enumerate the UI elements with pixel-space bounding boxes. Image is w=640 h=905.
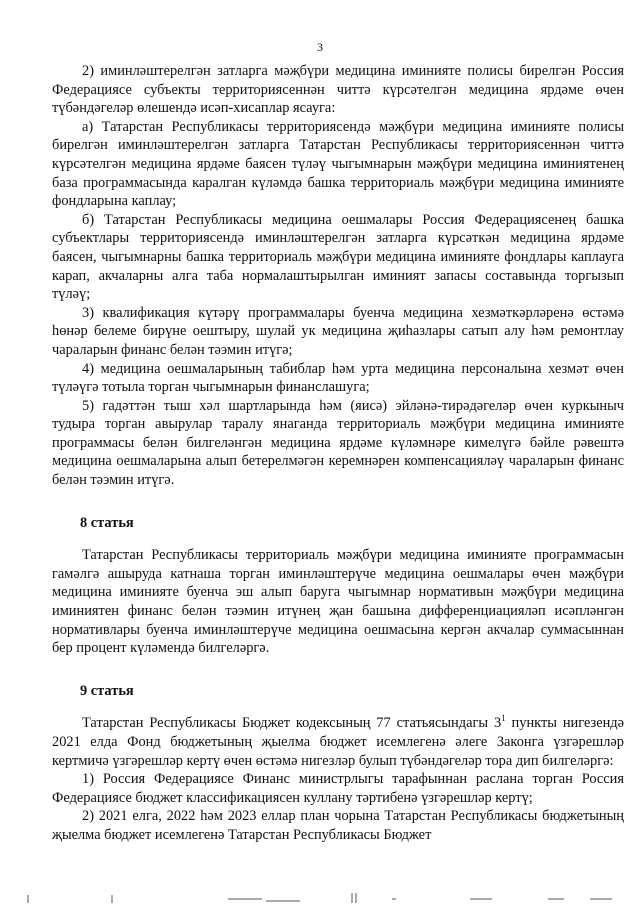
article-9-intro-text: Татарстан Республикасы Бюджет кодексының 77 статьясындагы 3: [82, 715, 502, 732]
article-9-intro: [52, 714, 624, 770]
article-8-paragraph: Татарстан Республикасы территориаль мәҗбүри медицина иминияте программасын гамәлгә ашыруда катнаша торган иминләштерүче медицина оешмалары өчен мәҗбүри медицина иминияте буенча эш алып баруга чыгымнар нормативын мәҗбүри медицина иминиятен финанс белән тәэмин итүнең җан башына дифференциацияләп исәпләнгән нормативлары буенча иминләштерүче медицина оешмасына кергән акчалар суммасыннан бер процент күләмендә билгеләргә.: [52, 547, 624, 657]
article-9-item-1: 1) Россия Федерациясе Финанс министрлыгы тарафыннан раслана торган Россия Федерациясе бюджет классификациясен куллану тәртибенә үзгәрешләр кертү;: [52, 771, 624, 806]
document-body: [52, 62, 624, 845]
paragraph-item-2: 2) иминләштерелгән затларга мәҗбүри медицина иминияте полисы бирелгән Россия Федерациясе субъекты территориясеннән читтә күрсәтелгән медицина ярдәме өчен түбәндәгеләр өлешендә исәп-хисаплар ясауга:: [52, 63, 624, 117]
paragraph-item-5: 5) гадәттән тыш хәл шартларында һәм (яисә) эйләнә-тирәдәгеләр өчен куркыныч тудыра торган авырулар таралу янаганда территориаль мәҗбүри медицина иминияте программасы белән билгеләнгән медицина ярдәме күләмнәре кимелүгә бәйле рәвештә медицина оешмаларына алып бетерелмәгән керемнәрен компенсацияләү чараларын финанс белән тәэмин итүгә.: [52, 397, 624, 489]
article-9-item-2: 2) 2021 елга, 2022 һәм 2023 еллар план чорына Татарстан Республикасы бюджетының җыелма бюджет исемлегенә Татарстан Республикасы Бюджет: [52, 808, 624, 843]
article-9-intro-rest: пункты нигезендә 2021 елда Фонд бюджетының җыелма бюджет исемлегенә әлеге Законга үзгәрешләр кертмичә үзгәрешләр кертү өчен өстәмә нигезләр булып түбәндәгеләр тора дип билгеләргә:: [52, 715, 624, 769]
scan-artifact-marks: [0, 885, 640, 905]
page-number: 3: [317, 40, 323, 54]
article-9-heading: 9 статья: [80, 682, 134, 699]
article-8-heading: 8 статья: [80, 514, 134, 531]
paragraph-item-3: 3) квалификация күтәрү программалары буенча медицина хезмәткәрләренә өстәмә һөнәр белеме бирүне оештыру, шулай ук медицина җиһазлары сатып алу һәм ремонтлау чараларын финанс белән тәэмин итүгә;: [52, 304, 624, 358]
paragraph-item-4: 4) медицина оешмаларының табиблар һәм урта медицина персоналына хезмәт өчен түләүгә тотыла торган чыгымнарын финанслашуга;: [52, 360, 624, 396]
paragraph-item-2a: а) Татарстан Республикасы территориясендә мәҗбүри медицина иминияте полисы бирелгән иминләштерелгән затларга Татарстан Республикасы территориясеннән читтә күрсәтелгән медицина ярдәме баясен түләү чыгымнарын мәҗбүри медицина иминиятенең база программасында каралган күләмдә башка территориаль мәҗбүри медицина иминияте фондларына каплау;: [52, 118, 624, 210]
superscript: 1: [501, 713, 506, 724]
paragraph-item-2b: б) Татарстан Республикасы медицина оешмалары Россия Федерациясенең башка субъектлары территориясендә иминләштерелгән затларга күрсәткән медицина ярдәме баясен, чыгымнарны башка территориаль мәҗбүри медицина иминияте фондлары каплауга карап, акчаларны алга таба нормалаштырылган иминият запасы составында торгызып түләү;: [52, 211, 624, 303]
